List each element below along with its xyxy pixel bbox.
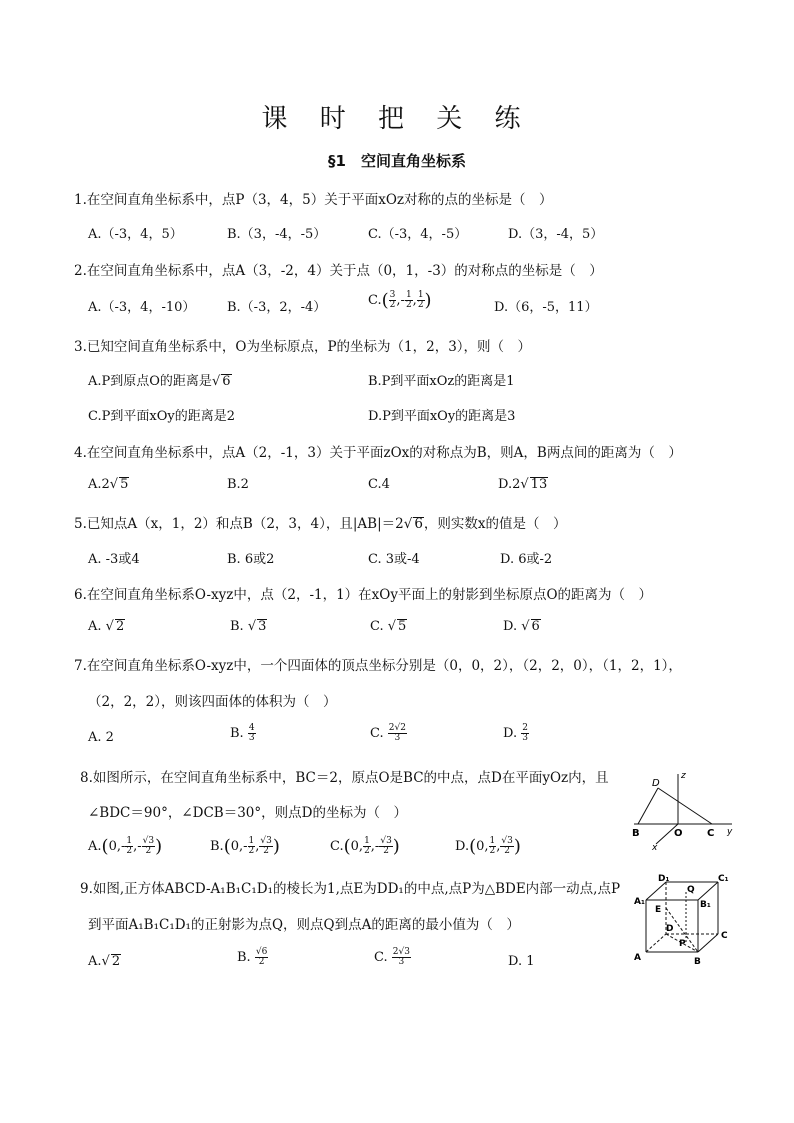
q7-option-b[interactable]: B. $\frac{4}{3}$ [230, 723, 255, 743]
q2-option-c-letter: C. [368, 293, 382, 308]
q1-option-c[interactable]: C.（-3，4，-5） [368, 227, 468, 242]
question-9-stem-line1: 9.如图,正方体ABCD-A₁B₁C₁D₁的棱长为1,点E为DD₁的中点,点P为△BDE内部一动点,点P [80, 881, 621, 897]
q2-option-b[interactable]: B.（-3，2，-4） [227, 300, 327, 315]
q8-option-b[interactable]: B.(0,- $\frac{1}{2}$ , $\frac{√3}{2}$ ) [210, 836, 280, 857]
q7-option-c[interactable]: C. $\frac{2√2}{3}$ [370, 723, 406, 743]
label-c1: C₁ [718, 874, 729, 884]
section-title: §1 空间直角坐标系 [328, 152, 466, 170]
question-5-stem: 5.已知点A（x，1，2）和点B（2，3，4），且|AB|＝2√ 6，则实数x的值是（ ） [74, 516, 567, 532]
q9-option-d[interactable]: D. 1 [508, 954, 535, 969]
label-d: D [652, 778, 660, 789]
q5-option-b[interactable]: B. 6或2 [227, 552, 275, 567]
segment-bd [638, 788, 658, 824]
segment-dc [658, 788, 712, 824]
q6-option-b[interactable]: B. √ 3 [230, 619, 267, 634]
label-o: O [674, 828, 683, 839]
q8-coordinate-figure [628, 768, 738, 850]
q3-option-b[interactable]: B.P到平面xOz的距离是1 [368, 374, 515, 389]
q9-option-c[interactable]: C. $\frac{2√3}{3}$ [374, 947, 410, 967]
label-b: B [694, 957, 701, 966]
question-8-stem-line1: 8.如图所示，在空间直角坐标系中，BC＝2，原点O是BC的中点，点D在平面yOz内，且 [80, 770, 609, 786]
label-c: C [707, 828, 715, 839]
q8-option-c[interactable]: C.(0, $\frac{1}{2}$ ,- $\frac{√3}{2}$ ) [330, 836, 400, 857]
q5-option-c[interactable]: C. 3或-4 [368, 552, 420, 567]
q7-option-d[interactable]: D. $\frac{2}{3}$ [503, 723, 528, 743]
label-d1: D₁ [658, 874, 670, 884]
q4-option-a[interactable]: A.2√ 5 [88, 477, 129, 492]
q5-option-a[interactable]: A. -3或4 [88, 552, 140, 567]
q3-option-c[interactable]: C.P到平面xOy的距离是2 [88, 409, 235, 424]
q9-cube-figure [632, 872, 744, 966]
q2-c-frac-1: $\frac{3}{2}$ [389, 290, 396, 310]
q5-option-d[interactable]: D. 6或-2 [500, 552, 553, 567]
q8-option-a[interactable]: A.(0,- $\frac{1}{2}$ ,- $\frac{√3}{2}$ ) [88, 836, 163, 857]
q3-option-d[interactable]: D.P到平面xOy的距离是3 [368, 409, 516, 424]
q3-option-a[interactable]: A.P到原点O的距离是√ 6 [88, 374, 231, 389]
q4-option-b[interactable]: B.2 [227, 477, 249, 492]
question-8-stem-line2: ∠BDC＝90°，∠DCB＝30°，则点D的坐标为（ ） [88, 805, 407, 821]
q9-option-a[interactable]: A.√ 2 [88, 954, 121, 969]
edge-a-d [646, 934, 666, 952]
q4-option-d[interactable]: D.2√ 13 [498, 477, 548, 492]
q9-option-b[interactable]: B. $\frac{√6}{2}$ [237, 947, 268, 967]
q6-option-d[interactable]: D. √ 6 [503, 619, 540, 634]
q6-option-c[interactable]: C. √ 5 [370, 619, 407, 634]
question-4-stem: 4.在空间直角坐标系中，点A（2，-1，3）关于平面zOx的对称点为B，则A，B两点间的距离为（ ） [74, 445, 682, 461]
label-q: Q [687, 885, 695, 895]
label-b1: B₁ [700, 900, 711, 910]
label-e: E [655, 905, 662, 915]
q2-c-frac-2: $\frac{1}{2}$ [405, 290, 412, 310]
label-a1: A₁ [634, 897, 645, 907]
label-y: y [727, 827, 733, 837]
label-c: C [721, 931, 728, 941]
q2-option-c[interactable]: C.( $\frac{3}{2}$ ,- $\frac{1}{2}$ , $\frac{1}{2}$ ) [368, 290, 432, 311]
question-1-stem: 1.在空间直角坐标系中，点P（3，4，5）关于平面xOz对称的点的坐标是（ ） [74, 192, 553, 208]
q1-option-a[interactable]: A.（-3，4，5） [88, 227, 183, 242]
label-x: x [652, 843, 658, 850]
label-p: P [679, 939, 686, 949]
question-6-stem: 6.在空间直角坐标系O-xyz中，点（2，-1，1）在xOy平面上的射影到坐标原点O的距离为（ ） [74, 587, 653, 603]
q6-option-a[interactable]: A. √ 2 [88, 619, 125, 634]
page-title: 课 时 把 关 练 [261, 104, 533, 134]
label-z: z [681, 771, 686, 781]
q2-option-a[interactable]: A.（-3，4，-10） [88, 300, 196, 315]
question-9-stem-line2: 到平面A₁B₁C₁D₁的正射影为点Q，则点Q到点A的距离的最小值为（ ） [88, 917, 520, 933]
q2-option-d[interactable]: D.（6，-5，11） [494, 300, 598, 315]
q8-option-d[interactable]: D.(0, $\frac{1}{2}$ , $\frac{√3}{2}$ ) [455, 836, 521, 857]
edge-b1-c1 [698, 882, 718, 900]
question-2-stem: 2.在空间直角坐标系中，点A（3，-2，4）关于点（0，1，-3）的对称点的坐标是（ ） [74, 263, 603, 279]
label-a: A [634, 953, 641, 963]
edge-b-c [698, 934, 718, 952]
question-3-stem: 3.已知空间直角坐标系中，O为坐标原点，P的坐标为（1，2，3），则（ ） [74, 339, 532, 355]
q2-c-frac-3: $\frac{1}{2}$ [417, 290, 424, 310]
question-7-stem-line1: 7.在空间直角坐标系O-xyz中，一个四面体的顶点坐标分别是（0，0，2），（2，2，0），（1，2，1）， [74, 658, 682, 674]
q4-option-c[interactable]: C.4 [368, 477, 390, 492]
edge-a1-d1 [646, 882, 666, 900]
q1-option-b[interactable]: B.（3，-4，-5） [227, 227, 327, 242]
label-d: D [666, 924, 674, 934]
q1-option-d[interactable]: D.（3，-4，5） [508, 227, 604, 242]
label-b: B [632, 828, 640, 839]
q7-option-a[interactable]: A. 2 [88, 730, 114, 745]
question-7-stem-line2: （2，2，2），则该四面体的体积为（ ） [88, 694, 337, 710]
